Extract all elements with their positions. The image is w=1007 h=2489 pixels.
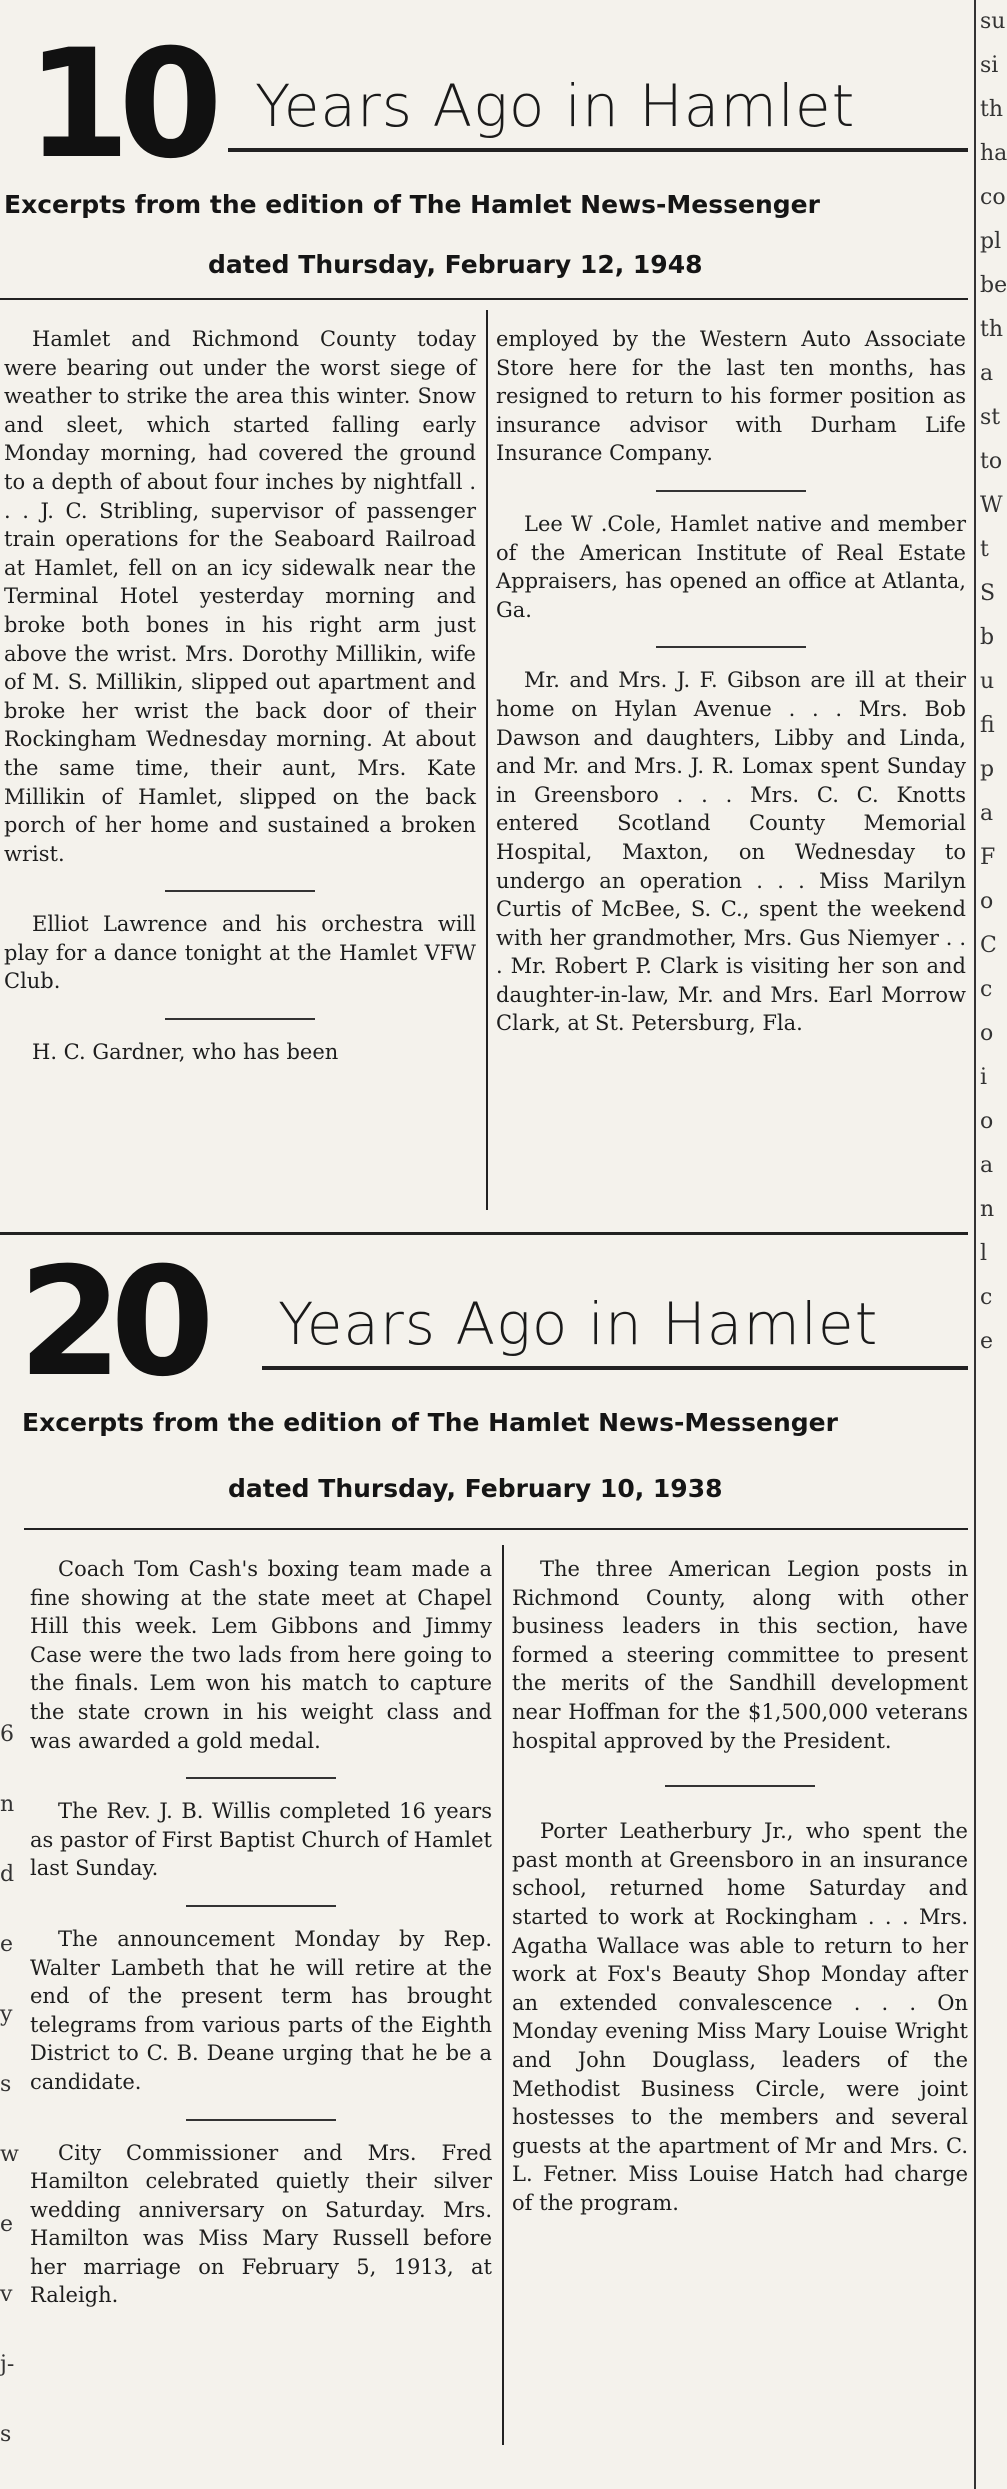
edge-fragment: l bbox=[980, 1241, 988, 1266]
edge-fragment: fi bbox=[980, 713, 995, 738]
edge-fragment: e bbox=[0, 1932, 14, 1957]
edge-fragment: th bbox=[980, 97, 1004, 122]
left-column bbox=[30, 1555, 492, 2332]
edge-fragment: su bbox=[980, 9, 1006, 34]
left-column bbox=[4, 325, 476, 1089]
edge-fragment: pl bbox=[980, 229, 1002, 254]
news-item: City Commissioner and Mrs. Fred Hamilton celebrated quietly their silver wedding anniversary on Saturday. Mrs. Hamilton was Miss Mary Russell before her marriage on February 5, 1913, at Raleigh. bbox=[30, 2140, 492, 2308]
edge-fragment: o bbox=[980, 889, 994, 914]
news-item: Hamlet and Richmond County today were bearing out under the worst siege of weather to strike the area this winter. Snow and sleet, which started falling early Monday morning, had covered the ground to a depth of about four inches by nightfall . . . J. C. Stribling, supervisor of passenger train operations for the Seaboard Railroad at Hamlet, fell on an icy sidewalk near the Terminal Hotel yesterday morning and broke both bones in his right arm just above the wrist. Mrs. Dorothy Millikin, wife of M. S. Millikin, slipped out apartment and broke her wrist the back door of their Rockingham Wednesday morning. At about the same time, their aunt, Mrs. Kate Millikin of Hamlet, slipped on the back porch of her home and sustained a broken wrist. bbox=[4, 327, 476, 866]
edge-fragment: d bbox=[0, 1862, 15, 1887]
edge-fragment: W bbox=[980, 493, 1003, 518]
edge-fragment: be bbox=[980, 273, 1007, 298]
edge-fragment: C bbox=[980, 933, 997, 958]
edge-fragment: 6 bbox=[0, 1722, 14, 1747]
column-divider bbox=[502, 1545, 504, 2445]
edge-fragment: to bbox=[980, 449, 1003, 474]
edge-fragment: e bbox=[0, 2212, 14, 2237]
edge-fragment: a bbox=[980, 1153, 994, 1178]
edge-fragment: st bbox=[980, 405, 1001, 430]
edge-fragment: c bbox=[980, 1285, 993, 1310]
news-item: Mr. and Mrs. J. F. Gibson are ill at their home on Hylan Avenue . . . Mrs. Bob Dawson and daughters, Libby and Linda, and Mr. and Mrs. J. R. Lomax spent Sunday in Greensboro . . . Mrs. C. C. Knotts entered Scotland County Memorial Hospital, Maxton, on Wednesday to undergo an operation . . . Miss Marilyn Curtis of McBee, S. C., spent the weekend with her grandmother, Mrs. Gus Niemyer . . . Mr. Robert P. Clark is visiting her son and daughter-in-law, Mr. and Mrs. Earl Morrow Clark, at St. Petersburg, Fla. bbox=[496, 668, 966, 1036]
news-item: Porter Leatherbury Jr., who spent the past month at Greensboro in an insurance school, returned home Saturday and started to work at Rockingham . . . Mrs. Agatha Wallace was able to return to her work at Fox's Beauty Shop Monday after an extended convalescence . . . On Monday evening Miss Mary Louise Wright and John Douglass, leaders of the Methodist Business Circle, were joint hostesses to the members and several guests at the apartment of Mr and Mrs. C. L. Fetner. Miss Louise Hatch had charge of the program. bbox=[512, 1819, 968, 2215]
item-separator bbox=[165, 1018, 315, 1020]
edge-fragment: s bbox=[0, 2072, 12, 2097]
edge-fragment: ha bbox=[980, 141, 1007, 166]
edge-fragment: i bbox=[980, 1065, 988, 1090]
excerpt-line: Excerpts from the edition of The Hamlet News-Messenger bbox=[4, 190, 820, 219]
section-bottom-rule bbox=[0, 1232, 968, 1235]
edge-fragment: c bbox=[980, 977, 993, 1002]
edge-fragment: b bbox=[980, 625, 995, 650]
edge-fragment: a bbox=[980, 801, 994, 826]
edge-fragment: w bbox=[0, 2142, 19, 2167]
edge-fragment: th bbox=[980, 317, 1004, 342]
excerpt-line: Excerpts from the edition of The Hamlet News-Messenger bbox=[22, 1408, 838, 1437]
headline-rule bbox=[228, 148, 968, 152]
news-item: employed by the Western Auto Associate Store here for the last ten months, has resigned to return to his former position as insurance advisor with Durham Life Insurance Company. bbox=[496, 327, 966, 466]
section-top-rule bbox=[24, 1528, 968, 1530]
item-separator bbox=[656, 646, 806, 648]
edge-fragment: n bbox=[980, 1197, 995, 1222]
section-top-rule bbox=[0, 298, 968, 300]
edge-fragment: o bbox=[980, 1021, 994, 1046]
news-item: The announcement Monday by Rep. Walter Lambeth that he will retire at the end of the present term has brought telegrams from various parts of the Eighth District to C. B. Deane urging that he be a candidate. bbox=[30, 1926, 492, 2094]
edge-fragment: o bbox=[980, 1109, 994, 1134]
edge-fragment: F bbox=[980, 845, 996, 870]
section-number: 20 bbox=[18, 1236, 203, 1410]
section-number: 10 bbox=[26, 18, 211, 192]
news-item: Coach Tom Cash's boxing team made a fine showing at the state meet at Chapel Hill this week. Lem Gibbons and Jimmy Case were the two lads from here going to the finals. Lem won his match to capture the state crown in his weight class and was awarded a gold medal. bbox=[30, 1557, 492, 1753]
item-separator bbox=[186, 2119, 336, 2121]
edge-fragment: si bbox=[980, 53, 999, 78]
item-separator bbox=[656, 490, 806, 492]
dated-line: dated Thursday, February 12, 1948 bbox=[208, 250, 703, 279]
edge-fragment: co bbox=[980, 185, 1006, 210]
edge-fragment: v bbox=[0, 2282, 13, 2307]
item-separator bbox=[186, 1777, 336, 1779]
item-separator bbox=[186, 1905, 336, 1907]
section-headline: Years Ago in Hamlet bbox=[255, 72, 856, 140]
column-divider bbox=[486, 310, 488, 1210]
right-column bbox=[512, 1555, 968, 2239]
news-item: H. C. Gardner, who has been bbox=[32, 1040, 339, 1065]
section-headline: Years Ago in Hamlet bbox=[278, 1290, 879, 1358]
edge-fragment: e bbox=[980, 1329, 994, 1354]
dated-line: dated Thursday, February 10, 1938 bbox=[228, 1474, 723, 1503]
edge-fragment: S bbox=[980, 581, 996, 606]
edge-fragment: y bbox=[0, 2002, 13, 2027]
edge-fragment: t bbox=[980, 537, 989, 562]
adjacent-column-fragment-left bbox=[0, 1700, 18, 2489]
news-item: The Rev. J. B. Willis completed 16 years as pastor of First Baptist Church of Hamlet last Sunday. bbox=[30, 1799, 492, 1881]
news-item: The three American Legion posts in Richmond County, along with other business leaders in this section, have formed a steering committee to present the merits of the Sandhill development near Hoffman for the $1,500,000 veterans hospital approved by the President. bbox=[512, 1557, 968, 1753]
edge-fragment: a bbox=[980, 361, 994, 386]
edge-fragment: u bbox=[980, 669, 995, 694]
headline-rule bbox=[262, 1366, 968, 1370]
news-item: Lee W .Cole, Hamlet native and member of the American Institute of Real Estate Appraisers, has opened an office at Atlanta, Ga. bbox=[496, 511, 966, 622]
right-column bbox=[496, 325, 966, 1060]
edge-fragment: j- bbox=[0, 2352, 15, 2377]
edge-fragment: s bbox=[0, 2422, 12, 2447]
edge-fragment: n bbox=[0, 1792, 15, 1817]
item-separator bbox=[165, 890, 315, 892]
news-item: Elliot Lawrence and his orchestra will play for a dance tonight at the Hamlet VFW Club. bbox=[4, 912, 476, 994]
adjacent-column-fragment bbox=[974, 0, 1007, 2489]
item-separator bbox=[665, 1785, 815, 1787]
edge-fragment: p bbox=[980, 757, 995, 782]
